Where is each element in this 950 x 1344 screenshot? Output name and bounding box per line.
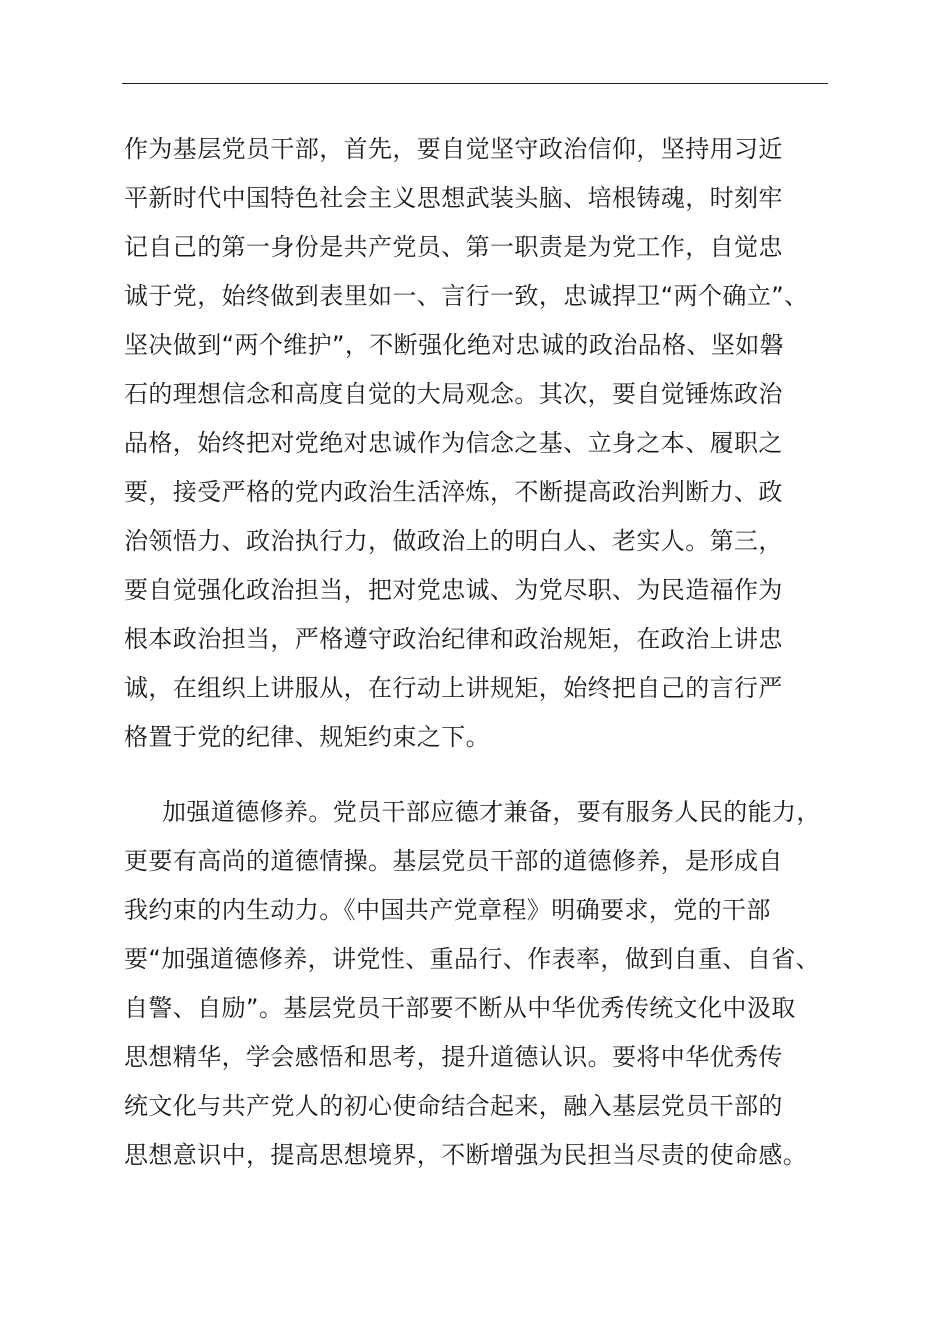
paragraph-line: 要自觉强化政治担当，把对党忠诚、为党尽职、为民造福作为	[124, 576, 783, 604]
paragraph-line: 根本政治担当，严格遵守政治纪律和政治规矩，在政治上讲忠	[124, 625, 783, 653]
paragraph-line: 思想精华，学会感悟和思考，提升道德认识。要将中华优秀传	[124, 1043, 783, 1071]
paragraph-line: 坚决做到“两个维护”，不断强化绝对忠诚的政治品格、坚如磐	[124, 331, 785, 359]
paragraph-line: 诚于党，始终做到表里如一、言行一致，忠诚捍卫“两个确立”、	[124, 282, 809, 310]
paragraph-line: 思想意识中，提高思想境界，不断增强为民担当尽责的使命感。	[124, 1141, 808, 1169]
paragraph-line: 治领悟力、政治执行力，做政治上的明白人、老实人。第三，	[124, 527, 783, 555]
paragraph-line: 更要有高尚的道德情操。基层党员干部的道德修养，是形成自	[124, 847, 783, 875]
paragraph-line: 加强道德修养。党员干部应德才兼备，要有服务人民的能力，	[162, 798, 821, 826]
paragraph-line: 统文化与共产党人的初心使命结合起来，融入基层党员干部的	[124, 1092, 783, 1120]
paragraph-line: 要“加强道德修养，讲党性、重品行、作表率，做到自重、自省、	[124, 945, 821, 973]
header-rule	[122, 83, 828, 84]
paragraph-line: 我约束的内生动力。《中国共产党章程》明确要求，党的干部	[124, 896, 771, 924]
paragraph-line: 要，接受严格的党内政治生活淬炼，不断提高政治判断力、政	[124, 478, 783, 506]
paragraph-line: 记自己的第一身份是共产党员、第一职责是为党工作，自觉忠	[124, 233, 783, 261]
paragraph-line: 格置于党的纪律、规矩约束之下。	[124, 723, 490, 751]
paragraph-line: 石的理想信念和高度自觉的大局观念。其次，要自觉锤炼政治	[124, 380, 783, 408]
paragraph-line: 平新时代中国特色社会主义思想武装头脑、培根铸魂，时刻牢	[124, 184, 783, 212]
paragraph-line: 自警、自励”。基层党员干部要不断从中华优秀传统文化中汲取	[124, 994, 796, 1022]
paragraph-line: 诚，在组织上讲服从，在行动上讲规矩，始终把自己的言行严	[124, 674, 783, 702]
paragraph-line: 品格，始终把对党绝对忠诚作为信念之基、立身之本、履职之	[124, 429, 783, 457]
paragraph-line: 作为基层党员干部，首先，要自觉坚守政治信仰，坚持用习近	[124, 135, 783, 163]
